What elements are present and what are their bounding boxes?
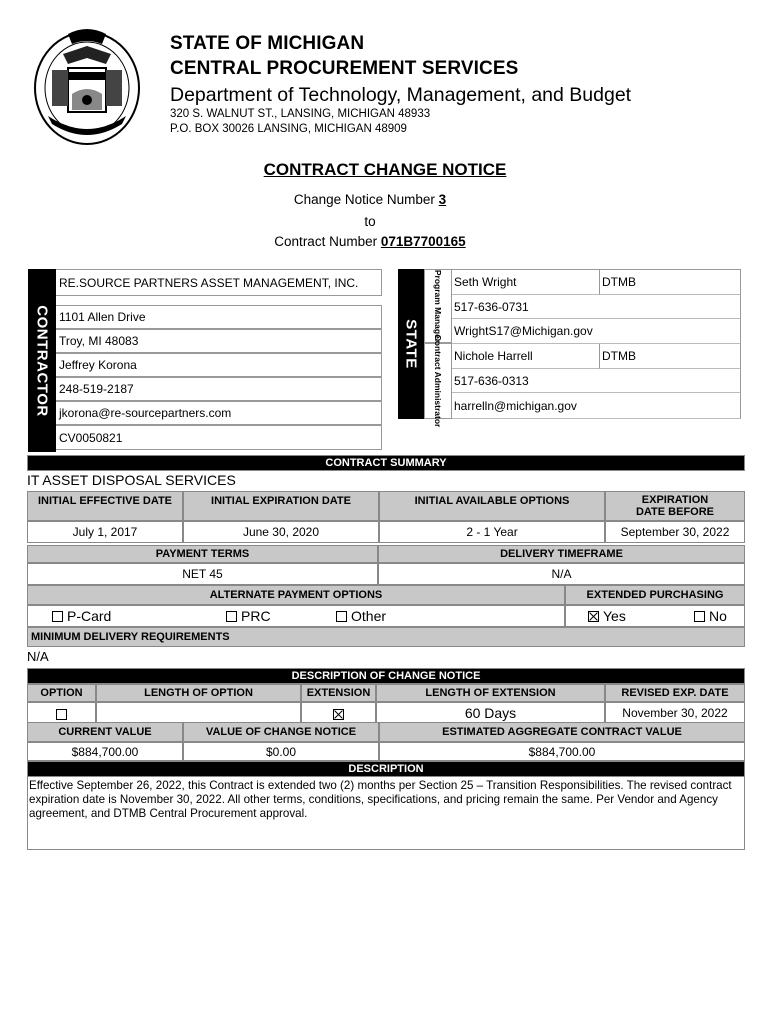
pcard-checkbox[interactable]: P-Card — [52, 608, 111, 624]
state-seal-icon — [28, 24, 146, 148]
contractor-label: CONTRACTOR — [28, 269, 56, 452]
ca-email: harrelln@michigan.gov — [452, 393, 741, 419]
expiration-before: September 30, 2022 — [605, 521, 745, 543]
contractor-vendor-id: CV0050821 — [56, 425, 382, 450]
aggregate-value: $884,700.00 — [379, 742, 745, 761]
to-line: to — [364, 214, 376, 229]
contractor-email: jkorona@re-sourcepartners.com — [56, 401, 382, 425]
address-line1: 320 S. WALNUT ST., LANSING, MICHIGAN 48933 — [170, 108, 431, 120]
col-current-value: CURRENT VALUE — [27, 722, 183, 742]
initial-effective-date: July 1, 2017 — [27, 521, 183, 543]
program-manager-label: Program Manager — [424, 269, 452, 343]
contractor-name: RE.SOURCE PARTNERS ASSET MANAGEMENT, INC. — [56, 269, 382, 296]
notice-title: CONTRACT CHANGE NOTICE — [263, 160, 507, 179]
length-of-option — [96, 702, 301, 724]
contract-summary-header: CONTRACT SUMMARY — [27, 455, 745, 471]
col-initial-expiration: INITIAL EXPIRATION DATE — [183, 491, 379, 521]
state-label: STATE — [398, 269, 424, 419]
initial-expiration-date: June 30, 2020 — [183, 521, 379, 543]
pm-email: WrightS17@Michigan.gov — [452, 319, 741, 344]
contract-administrator-label: Contract Administrator — [424, 343, 452, 419]
contractor-city: Troy, MI 48083 — [56, 329, 382, 353]
change-notice-line: Change Notice Number 3 — [293, 192, 447, 207]
other-checkbox[interactable]: Other — [336, 608, 386, 624]
col-change-value: VALUE OF CHANGE NOTICE — [183, 722, 379, 742]
summary-description: IT ASSET DISPOSAL SERVICES — [27, 472, 236, 488]
extension-checkbox[interactable] — [301, 702, 376, 724]
no-checkbox[interactable]: No — [694, 608, 727, 624]
contract-number: 071B7700165 — [380, 234, 466, 249]
header-line1: STATE OF MICHIGAN — [170, 33, 365, 54]
col-expiration-before: EXPIRATION DATE BEFORE — [605, 491, 745, 521]
col-option: OPTION — [27, 684, 96, 702]
delivery-timeframe-label: DELIVERY TIMEFRAME — [378, 545, 745, 563]
revised-exp-date: November 30, 2022 — [605, 702, 745, 724]
contractor-street: 1101 Allen Drive — [56, 305, 382, 329]
contract-number-line: Contract Number 071B7700165 — [274, 234, 466, 249]
alt-payment-label: ALTERNATE PAYMENT OPTIONS — [27, 585, 565, 605]
contractor-contact: Jeffrey Korona — [56, 353, 382, 377]
col-revised-exp-date: REVISED EXP. DATE — [605, 684, 745, 702]
alt-payment-options — [27, 605, 565, 627]
change-notice-header: DESCRIPTION OF CHANGE NOTICE — [27, 668, 745, 684]
header-line2: CENTRAL PROCUREMENT SERVICES — [170, 58, 519, 79]
available-options: 2 - 1 Year — [379, 521, 605, 543]
description-header: DESCRIPTION — [27, 761, 745, 777]
payment-terms: NET 45 — [27, 563, 378, 585]
ca-name: Nichole Harrell — [452, 344, 600, 369]
description-text: Effective September 26, 2022, this Contract is extended two (2) months per Section 25 – Transition Responsibilities. The revised contract expiration date is November 30, 2022. All other terms, conditions, specifications, and pricing remain the same. Per Vendor and Agency agreement, and DTMB Central Procurement approval. — [27, 777, 745, 850]
col-extension: EXTENSION — [301, 684, 376, 702]
pm-agency: DTMB — [600, 270, 741, 295]
length-of-extension: 60 Days — [376, 702, 605, 724]
change-value: $0.00 — [183, 742, 379, 761]
current-value: $884,700.00 — [27, 742, 183, 761]
ca-phone: 517-636-0313 — [452, 369, 741, 393]
pm-name: Seth Wright — [452, 270, 600, 295]
department-name: Department of Technology, Management, and Budget — [170, 84, 632, 106]
change-notice-number: 3 — [438, 192, 447, 207]
col-length-option: LENGTH OF OPTION — [96, 684, 301, 702]
min-delivery: N/A — [27, 649, 49, 664]
payment-terms-label: PAYMENT TERMS — [27, 545, 378, 563]
address-line2: P.O. BOX 30026 LANSING, MICHIGAN 48909 — [170, 123, 407, 135]
pm-phone: 517-636-0731 — [452, 295, 741, 319]
col-aggregate-value: ESTIMATED AGGREGATE CONTRACT VALUE — [379, 722, 745, 742]
contractor-phone: 248-519-2187 — [56, 377, 382, 401]
col-available-options: INITIAL AVAILABLE OPTIONS — [379, 491, 605, 521]
col-initial-effective: INITIAL EFFECTIVE DATE — [27, 491, 183, 521]
col-length-extension: LENGTH OF EXTENSION — [376, 684, 605, 702]
option-checkbox[interactable] — [27, 702, 96, 724]
yes-checkbox[interactable]: Yes — [588, 608, 626, 624]
delivery-timeframe: N/A — [378, 563, 745, 585]
prc-checkbox[interactable]: PRC — [226, 608, 271, 624]
min-delivery-label: MINIMUM DELIVERY REQUIREMENTS — [27, 627, 745, 647]
ca-agency: DTMB — [600, 344, 741, 369]
extended-purchasing-options — [565, 605, 745, 627]
extended-purchasing-label: EXTENDED PURCHASING — [565, 585, 745, 605]
